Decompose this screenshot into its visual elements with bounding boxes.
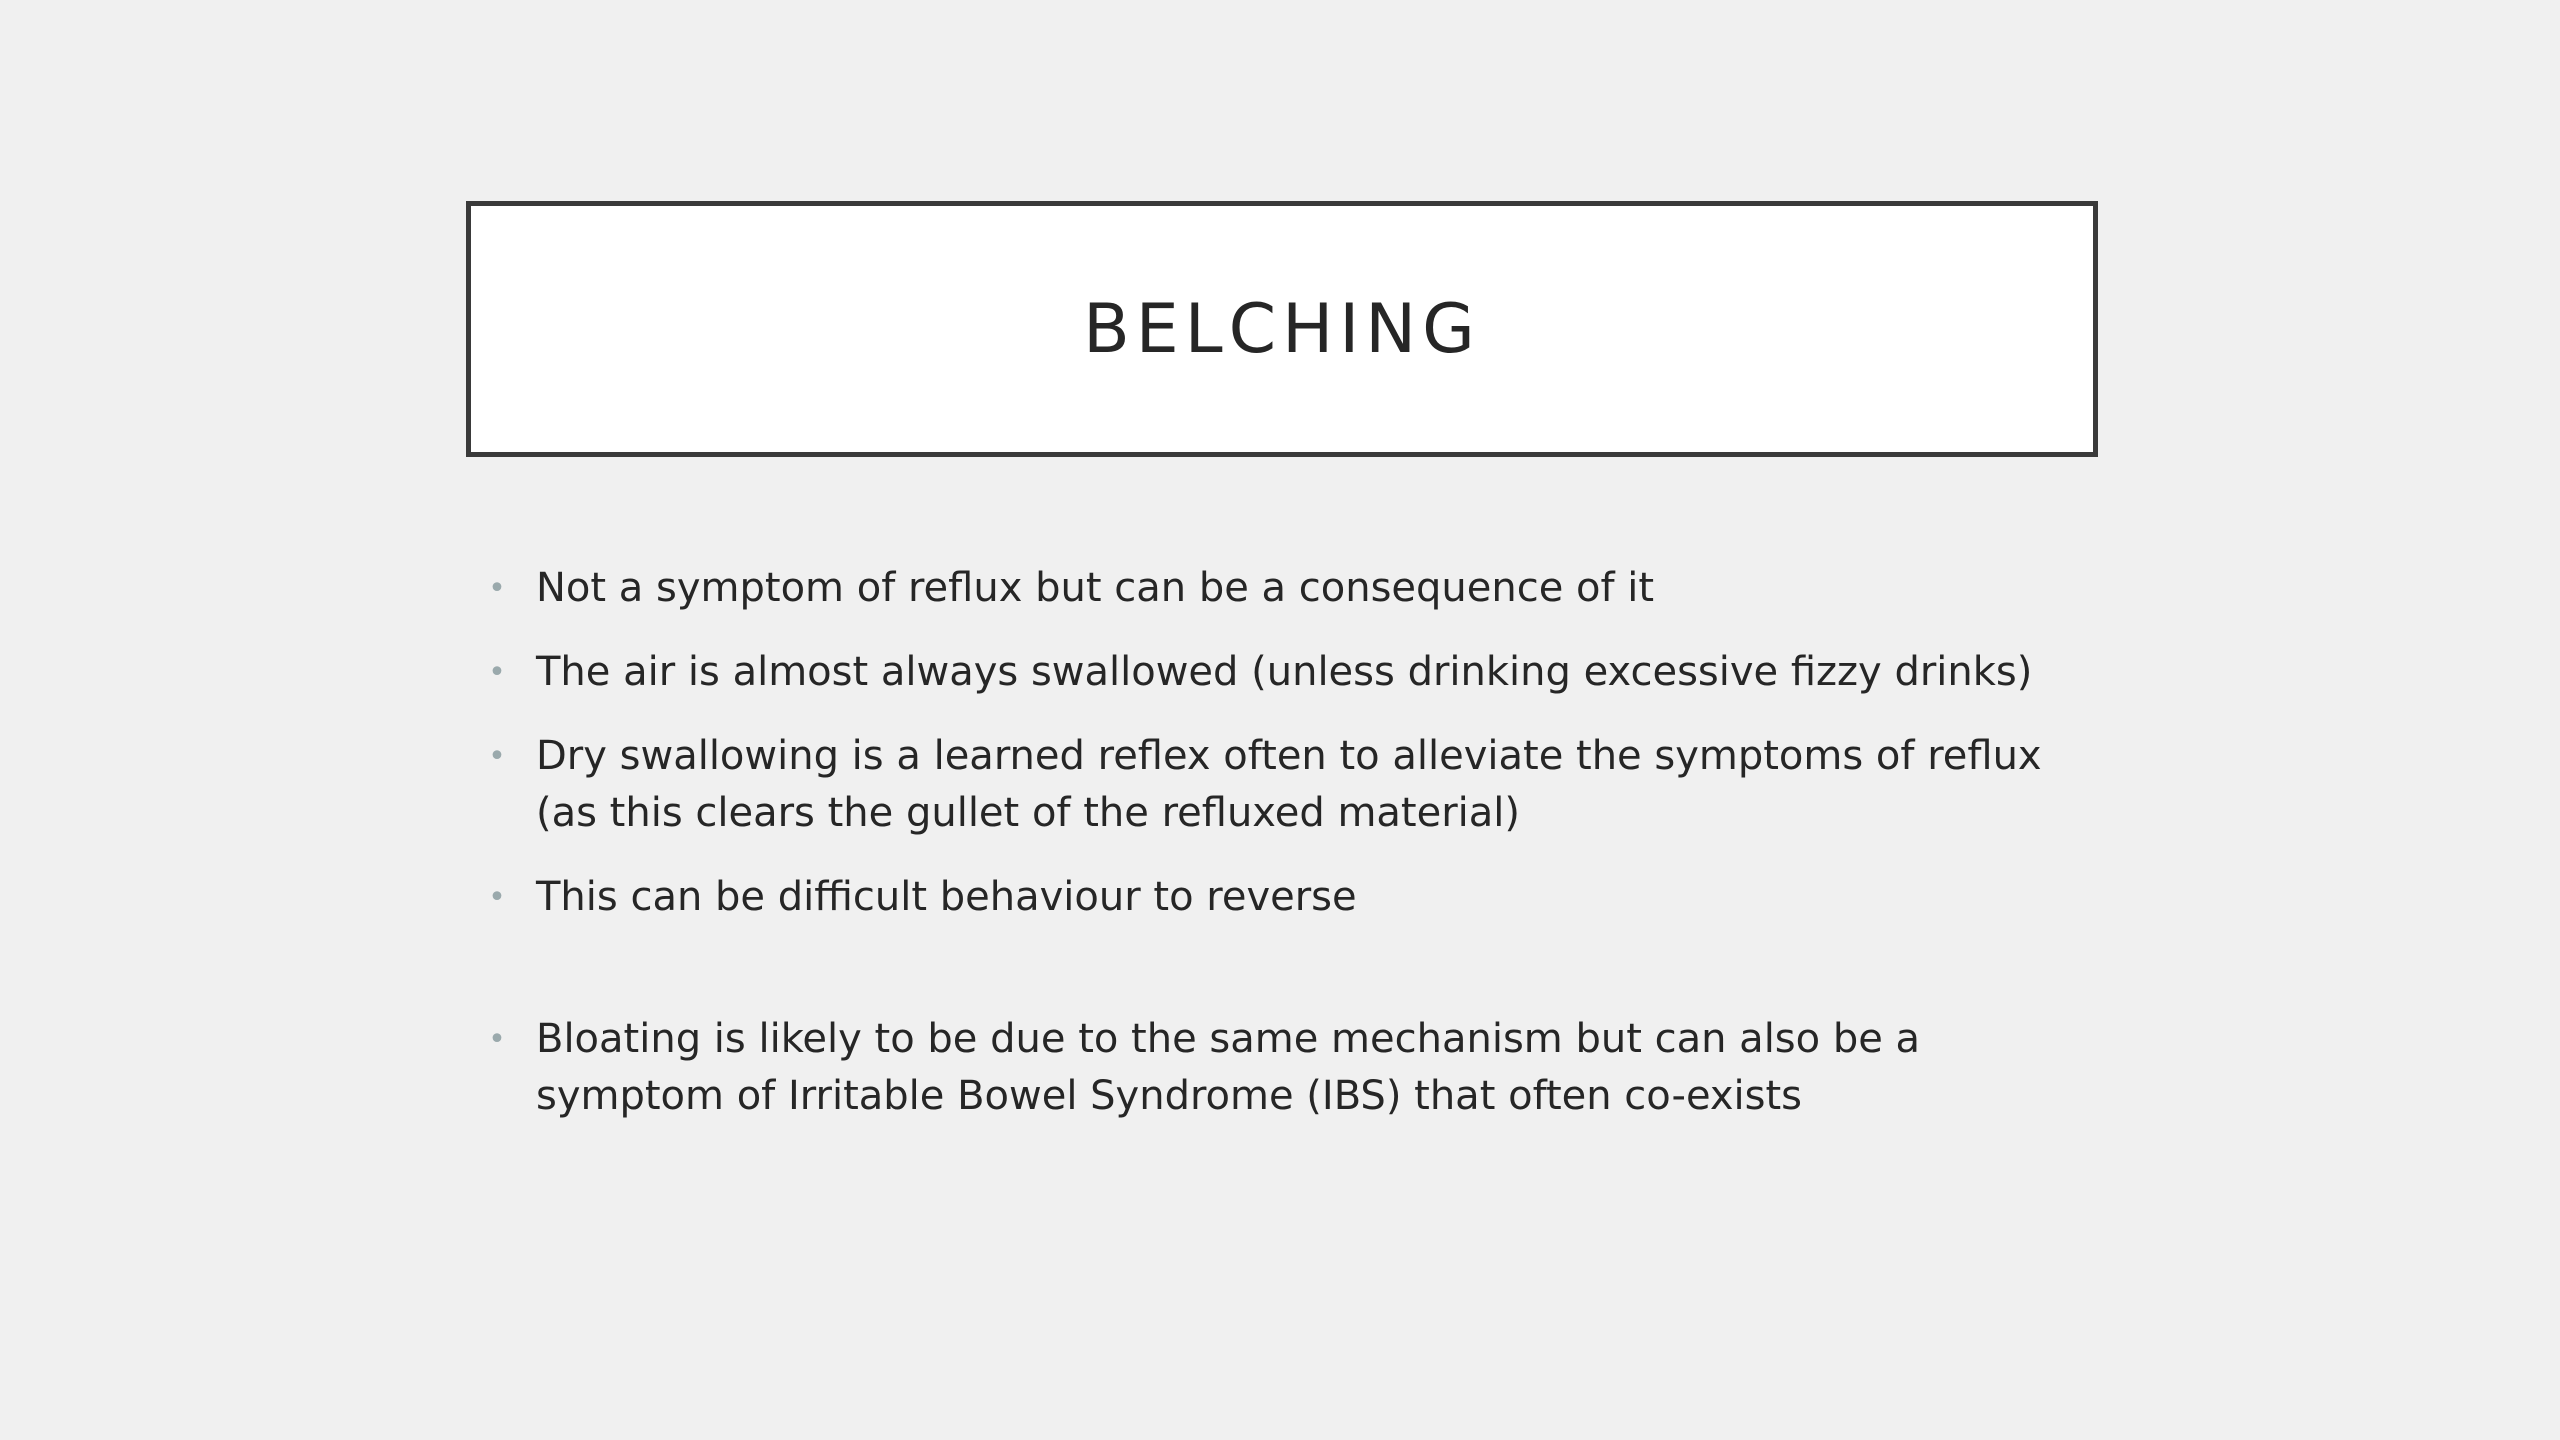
bullet-list — [487, 560, 2087, 1152]
bullet-dot-icon: • — [488, 880, 506, 915]
title-box — [466, 201, 2098, 457]
bullet-item — [487, 1011, 2087, 1125]
bullet-item — [487, 644, 2087, 701]
bullet-text: This can be difficult behaviour to reverse — [536, 874, 1357, 920]
bullet-dot-icon: • — [488, 655, 506, 690]
bullet-text: Bloating is likely to be due to the same mechanism but can also be a symptom of Irritable Bowel Syndrome (IBS) that often co-exists — [536, 1016, 1921, 1119]
bullet-item — [487, 728, 2087, 842]
bullet-dot-icon: • — [488, 1022, 506, 1057]
bullet-dot-icon: • — [488, 571, 506, 606]
bullet-item — [487, 560, 2087, 617]
bullet-item — [487, 869, 2087, 926]
bullet-text: Not a symptom of reflux but can be a consequence of it — [536, 565, 1655, 611]
slide-title: BELCHING — [1083, 289, 1481, 369]
bullet-text: Dry swallowing is a learned reflex often to alleviate the symptoms of reflux (as this clears the gullet of the refluxed material) — [536, 733, 2042, 836]
bullet-dot-icon: • — [488, 739, 506, 774]
bullet-text: The air is almost always swallowed (unless drinking excessive fizzy drinks) — [536, 649, 2033, 695]
